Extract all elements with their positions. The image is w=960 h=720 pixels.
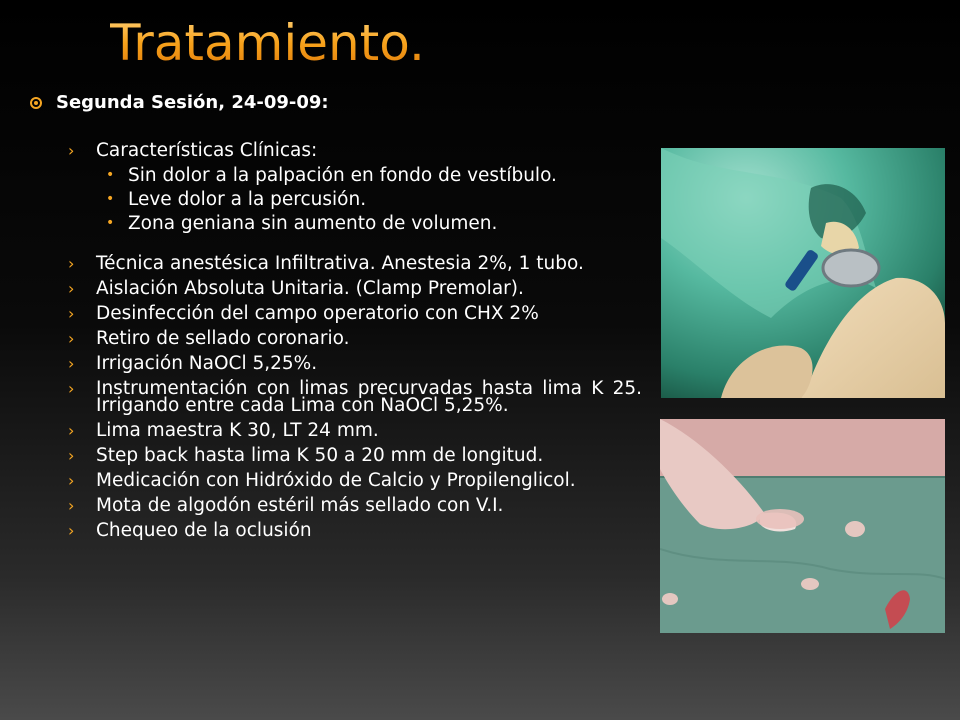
chevron-right-icon: › [68, 254, 75, 273]
list-item [64, 497, 642, 514]
step-text: Step back hasta lima K 50 a 20 mm de longitud. [96, 445, 544, 466]
list-item [64, 472, 642, 489]
circle-dot-icon [30, 97, 42, 109]
sub-list-item [64, 167, 642, 184]
chevron-right-icon: › [68, 421, 75, 440]
list-item [64, 280, 642, 297]
chevron-right-icon: › [68, 329, 75, 348]
clinical-heading: Características Clínicas: [96, 140, 318, 161]
slide-body [64, 142, 642, 547]
chevron-right-icon: › [68, 141, 75, 160]
step-text: Irrigación NaOCl 5,25%. [96, 353, 318, 374]
sub-list-item [64, 215, 642, 232]
rubber-dam-illustration [661, 148, 945, 398]
chevron-right-icon: › [68, 496, 75, 515]
list-item [64, 447, 642, 464]
tray-illustration [660, 419, 945, 633]
chevron-right-icon: › [68, 521, 75, 540]
clinical-point: Zona geniana sin aumento de volumen. [128, 213, 498, 234]
clinical-point: Leve dolor a la percusión. [128, 189, 367, 210]
step-text: Lima maestra K 30, LT 24 mm. [96, 420, 379, 441]
clinical-photo-rubber-dam [661, 148, 945, 398]
list-item [64, 305, 642, 322]
step-text: Mota de algodón estéril más sellado con V.I. [96, 495, 504, 516]
clinical-point: Sin dolor a la palpación en fondo de vestíbulo. [128, 165, 557, 186]
list-item [64, 522, 642, 539]
chevron-right-icon: › [68, 379, 75, 398]
small-dot-icon: • [106, 215, 115, 231]
small-dot-icon: • [106, 191, 115, 207]
step-text: Desinfección del campo operatorio con CHX 2% [96, 303, 539, 324]
chevron-right-icon: › [68, 354, 75, 373]
step-text: Retiro de sellado coronario. [96, 328, 350, 349]
session-label: Segunda Sesión, 24-09-09: [56, 92, 329, 113]
clinical-photo-tray [660, 419, 945, 633]
sub-list-item [64, 191, 642, 208]
list-item [64, 330, 642, 347]
list-item [64, 255, 642, 272]
small-dot-icon: • [106, 167, 115, 183]
step-text: Técnica anestésica Infiltrativa. Anestesia 2%, 1 tubo. [96, 253, 584, 274]
list-item [64, 142, 642, 159]
list-item [64, 422, 642, 439]
step-text: Medicación con Hidróxido de Calcio y Propilenglicol. [96, 470, 576, 491]
list-item [64, 355, 642, 372]
list-item [64, 380, 642, 414]
step-text: Chequeo de la oclusión [96, 520, 312, 541]
chevron-right-icon: › [68, 279, 75, 298]
chevron-right-icon: › [68, 446, 75, 465]
step-text: Aislación Absoluta Unitaria. (Clamp Premolar). [96, 278, 524, 299]
slide-title: Tratamiento. [110, 14, 425, 72]
chevron-right-icon: › [68, 471, 75, 490]
session-heading [30, 92, 329, 113]
step-text: Instrumentación con limas precurvadas hasta lima K 25. Irrigando entre cada Lima con NaOCl 5,25%. [96, 378, 642, 416]
chevron-right-icon: › [68, 304, 75, 323]
